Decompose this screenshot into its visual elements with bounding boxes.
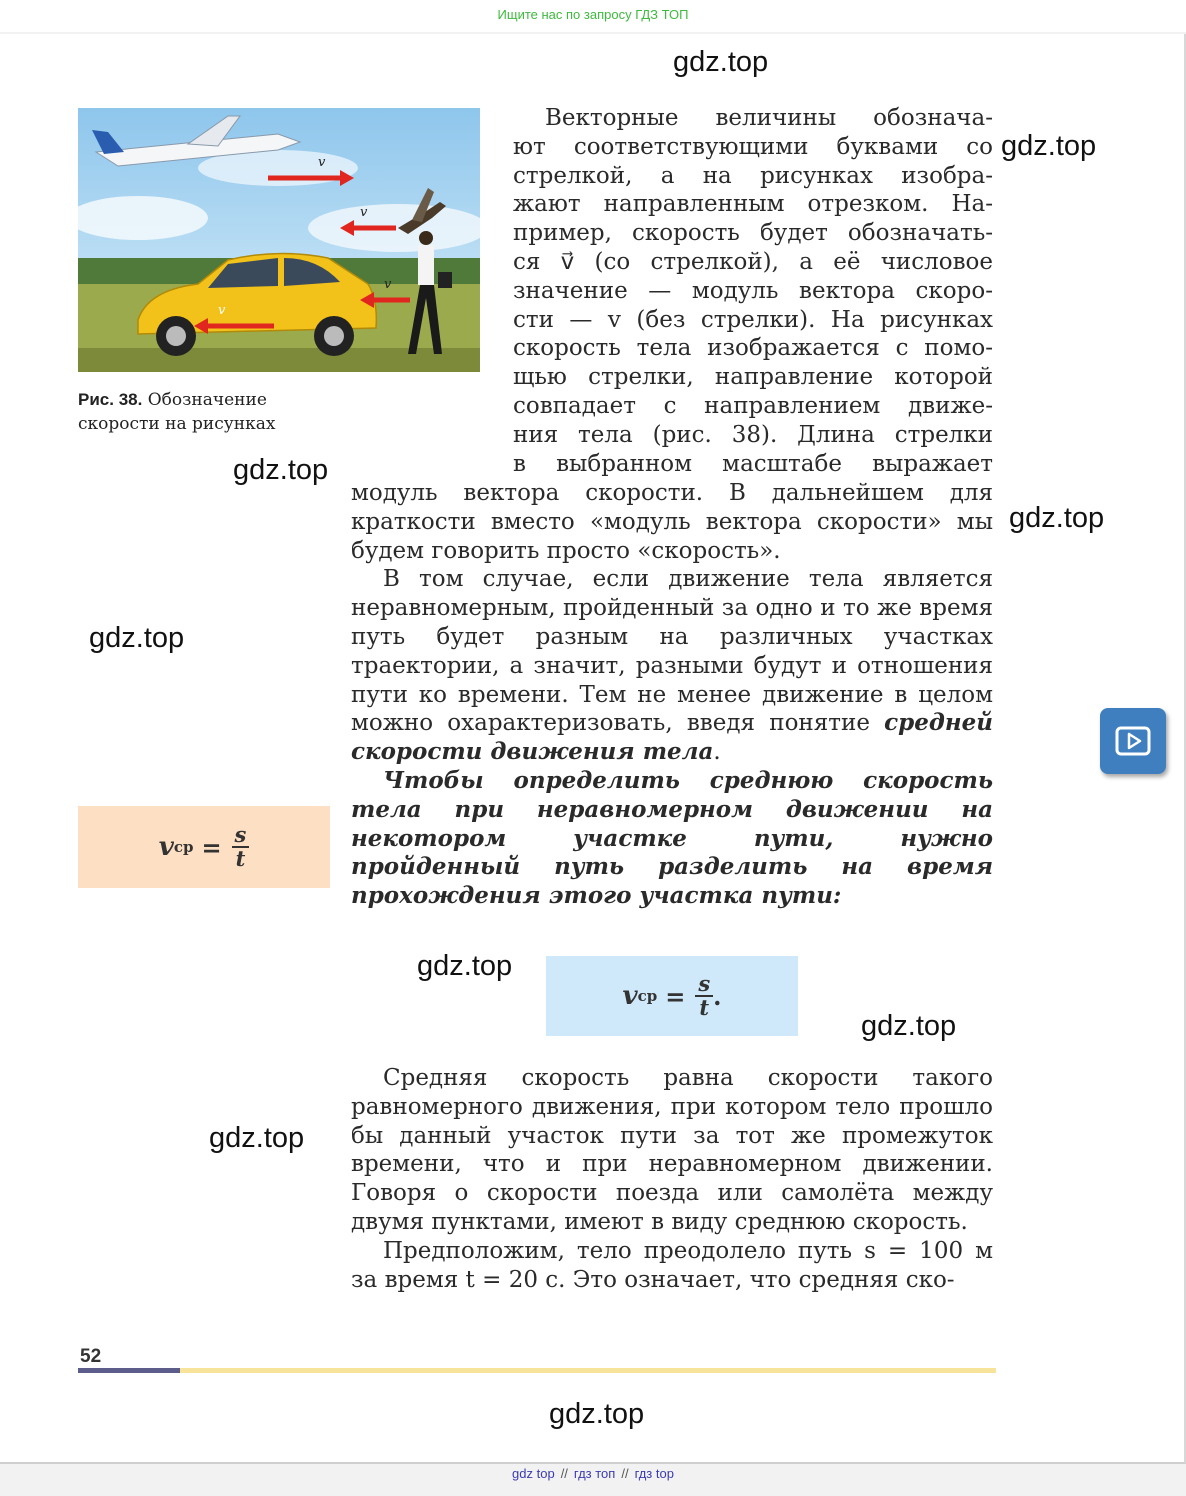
figure-38-illustration bbox=[78, 108, 480, 372]
formula-v: v bbox=[622, 981, 638, 1011]
text-line: значение — модуль вектора скоро- bbox=[513, 277, 993, 304]
watermark: gdz.top bbox=[1001, 130, 1097, 162]
watermark: gdz.top bbox=[89, 622, 185, 654]
figure-caption-text: Обозначение скорости на рисунках bbox=[78, 390, 276, 434]
rule-average-speed bbox=[351, 767, 993, 911]
term-average-speed: средней скорости движения тела bbox=[351, 709, 993, 766]
paragraph-vectors-top bbox=[513, 104, 993, 478]
bottom-links bbox=[0, 1466, 1186, 1481]
figure-caption-number: Рис. 38. bbox=[78, 390, 143, 409]
video-button[interactable] bbox=[1100, 708, 1166, 774]
link-separator: // bbox=[621, 1466, 629, 1481]
formula-subscript: ср bbox=[637, 987, 658, 1005]
watermark: gdz.top bbox=[861, 1010, 957, 1042]
text-line: в выбранном масштабе выражает bbox=[513, 450, 993, 477]
paragraph-block-main bbox=[351, 479, 993, 911]
vector-label: v bbox=[360, 205, 368, 220]
formula-period: . bbox=[713, 981, 722, 1011]
link-separator: // bbox=[560, 1466, 568, 1481]
bottom-link[interactable]: gdz top bbox=[512, 1466, 555, 1481]
text-line: жают направленным отрезком. На- bbox=[513, 191, 993, 218]
watermark: gdz.top bbox=[209, 1122, 305, 1154]
formula-equals: = bbox=[201, 832, 222, 862]
paragraph-uneven-end: . bbox=[713, 739, 721, 766]
vector-label: v bbox=[384, 277, 392, 292]
formula-subscript: ср bbox=[173, 838, 194, 856]
formula-denominator: t bbox=[695, 995, 713, 1019]
text-line: скорость тела изображается с помо- bbox=[513, 335, 993, 362]
figure-caption bbox=[78, 388, 338, 436]
text-line: ния тела (рис. 38). Длина стрелки bbox=[513, 421, 993, 448]
formula-v: v bbox=[158, 832, 174, 862]
formula-numerator: s bbox=[234, 822, 247, 847]
formula-fraction bbox=[695, 973, 713, 1019]
watermark: gdz.top bbox=[1009, 502, 1105, 534]
page-number: 52 bbox=[80, 1346, 102, 1367]
side-formula-box bbox=[78, 806, 330, 888]
formula-numerator: s bbox=[698, 971, 711, 996]
watermark: gdz.top bbox=[417, 950, 513, 982]
footer-rule-light bbox=[180, 1368, 996, 1373]
paragraph-uneven-text: В том случае, если движение тела является неравномерным, пройденный за одно и то же время путь будет разным на различных участках траектории, а значит, разными будут и отношения пути ко времени. Тем не менее движение в целом можно охарактеризовать, введя понятие bbox=[351, 566, 993, 737]
text-line: пример, скорость будет обозначать- bbox=[513, 220, 993, 247]
vector-label: v bbox=[218, 303, 226, 318]
watermark: gdz.top bbox=[233, 454, 329, 486]
top-banner: Ищите нас по запросу ГДЗ ТОП bbox=[0, 0, 1186, 32]
formula-equals: = bbox=[665, 981, 686, 1011]
paragraph-block-bottom bbox=[351, 1064, 993, 1294]
bottom-link[interactable]: гдз топ bbox=[573, 1466, 616, 1481]
footer-rule-dark bbox=[78, 1368, 180, 1373]
text-line: совпадает с направлением движе- bbox=[513, 392, 993, 419]
paragraph-example: Предположим, тело преодолело путь s = 100 м за время t = 20 с. Это означает, что средняя ско- bbox=[351, 1237, 993, 1293]
vector-label: v bbox=[318, 155, 326, 170]
formula-fraction bbox=[232, 824, 250, 870]
play-video-icon bbox=[1115, 726, 1151, 756]
rule-text: Чтобы определить среднюю скорость тела при неравномерном движении на некотором участке пути, нужно пройденный путь разделить на время прохождения этого участка пути: bbox=[351, 766, 993, 910]
formula-denominator: t bbox=[232, 846, 250, 870]
text-line: Векторные величины обознача- bbox=[545, 105, 993, 131]
bottom-link[interactable]: гдз top bbox=[634, 1466, 674, 1481]
text-line: сти — v (без стрелки). На рисунках bbox=[513, 306, 993, 333]
watermark: gdz.top bbox=[549, 1398, 645, 1430]
paragraph-vectors-continued: модуль вектора скорости. В дальнейшем для краткости вместо «модуль вектора скорости» мы будем говорить просто «скорость». bbox=[351, 480, 993, 564]
paragraph-uneven-motion bbox=[351, 565, 993, 767]
main-formula-box bbox=[546, 956, 798, 1036]
text-line: ся v⃗ (со стрелкой), а её числовое bbox=[513, 248, 993, 275]
text-line: щью стрелки, направление которой bbox=[513, 364, 993, 391]
watermark: gdz.top bbox=[673, 46, 769, 78]
paragraph-average-speed-meaning: Средняя скорость равна скорости такого равномерного движения, при котором тело прошло бы данный участок пути за тот же промежуток времени, что и при неравномерном движении. Говоря о скорости поезда или самолёта между двумя пунктами, имеют в виду среднюю скорость. bbox=[351, 1065, 993, 1235]
text-line: стрелкой, а на рисунках изобра- bbox=[513, 162, 993, 189]
text-line: ют соответствующими буквами со bbox=[513, 133, 993, 160]
textbook-page bbox=[0, 34, 1186, 1464]
